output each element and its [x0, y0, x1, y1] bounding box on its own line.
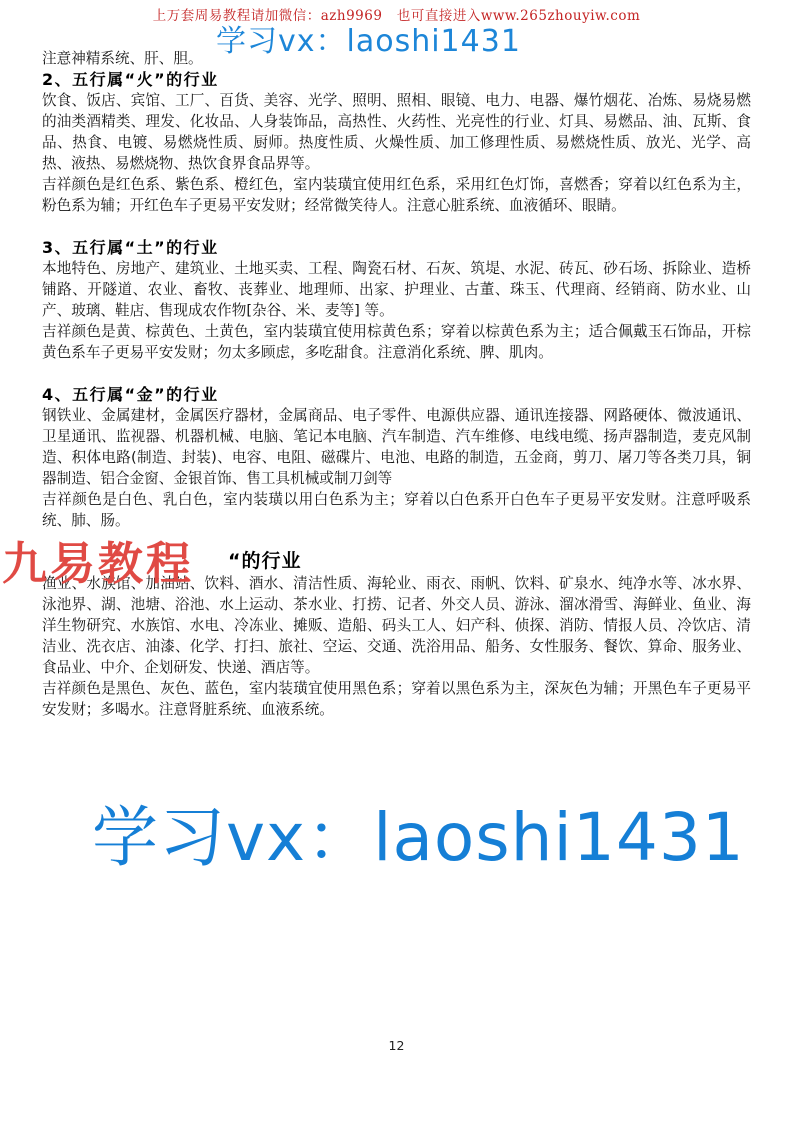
section-lucky-earth: 吉祥颜色是黄、棕黄色、土黄色，室内装璜宜使用棕黄色系；穿着以棕黄色系为主；适合佩戴玉石饰品，开棕黄色系车子更易平安发财；勿太多顾虑，多吃甜食。注意消化系统、脾、肌肉。 — [42, 323, 751, 361]
section-heading-earth: 3、五行属“土”的行业 — [42, 238, 219, 257]
intro-note: 注意神精系统、肝、胆。 — [42, 50, 203, 67]
section-lucky-water: 吉祥颜色是黑色、灰色、蓝色，室内装璜宜使用黑色系；穿着以黑色系为主，深灰色为辅；开黑色车子更易平安发财；多喝水。注意肾脏系统、血液系统。 — [42, 680, 751, 718]
section-heading-metal: 4、五行属“金”的行业 — [42, 385, 219, 404]
page-number: 12 — [388, 1038, 405, 1053]
section-lucky-metal: 吉祥颜色是白色、乳白色，室内装璜以用白色系为主；穿着以白色系开白色车子更易平安发财。注意呼吸系统、肺、肠。 — [42, 491, 751, 529]
section-body-fire: 饮食、饭店、宾馆、工厂、百货、美容、光学、照明、照相、眼镜、电力、电器、爆竹烟花、冶炼、易烧易燃的油类酒精类、理发、化妆品、人身装饰品，高热性、火药性、光亮性的行业、灯具、易燃品、油、瓦斯、食品、热食、电镀、易燃烧性质、厨师。热度性质、火燥性质、加工修理性质、易燃烧性质、放光、光学、高热、液热、易燃烧物、热饮食界食品界等。 — [42, 92, 751, 172]
section-heading-water-visible-fragment: “的行业 — [228, 550, 302, 572]
red-stamp-watermark: 九易教程 — [2, 537, 195, 590]
vx-contact-watermark-big: 学习vx：laoshi1431 — [92, 799, 745, 876]
section-body-water: 渔业、水族馆、加油站、饮料、酒水、清洁性质、海轮业、雨衣、雨帆、饮料、矿泉水、纯净水等、冰水界、泳池界、湖、池塘、浴池、水上运动、茶水业、打捞、记者、外交人员、游泳、溜冰滑雪、海鲜业、鱼业、海洋生物研究、水族馆、水电、冷冻业、摊贩、造船、码头工人、妇产科、侦探、消防、情报人员、冷饮店、清洁业、洗衣店、油漆、化学、打扫、旅社、空运、交通、洗浴用品、船务、女性服务、餐饮、算命、服务业、食品业、中介、企划研发、快递、酒店等。 — [42, 575, 751, 676]
section-heading-fire: 2、五行属“火”的行业 — [42, 70, 219, 89]
document-body — [2, 48, 751, 741]
top-promo-banner: 上万套周易教程请加微信：azh9969 也可直接进入www.265zhouyiw.com — [152, 8, 641, 24]
section-body-metal: 钢铁业、金属建材，金属医疗器材，金属商品、电子零件、电源供应器、通讯连接器、网路硬体、微波通讯、卫星通讯、监视器、机器机械、电脑、笔记本电脑、汽车制造、汽车维修、电线电缆、扬声器制造，麦克风制造、积体电路(制造、封装)、电容、电阻、磁碟片、电池、电路的制造，五金商，剪刀、屠刀等各类刀具，铜器制造、铝合金窗、金银首饰、售工具机械或制刀剑等 — [42, 407, 751, 487]
section-header-water — [2, 537, 751, 590]
section-body-earth: 本地特色、房地产、建筑业、土地买卖、工程、陶瓷石材、石灰、筑堤、水泥、砖瓦、砂石场、拆除业、造桥铺路、开隧道、农业、畜牧、丧葬业、地理师、出家、护理业、古董、珠玉、代理商、经销商、防水业、山产、玻璃、鞋店、售现成农作物[杂谷、米、麦等] 等。 — [42, 260, 751, 319]
vx-contact-watermark-top: 学习vx：laoshi1431 — [216, 24, 521, 59]
section-lucky-fire: 吉祥颜色是红色系、紫色系、橙红色，室内装璜宜使用红色系，采用红色灯饰，喜燃香；穿着以红色系为主，粉色系为辅；开红色车子更易平安发财；经常微笑待人。注意心脏系统、血液循环、眼睛。 — [42, 176, 751, 214]
